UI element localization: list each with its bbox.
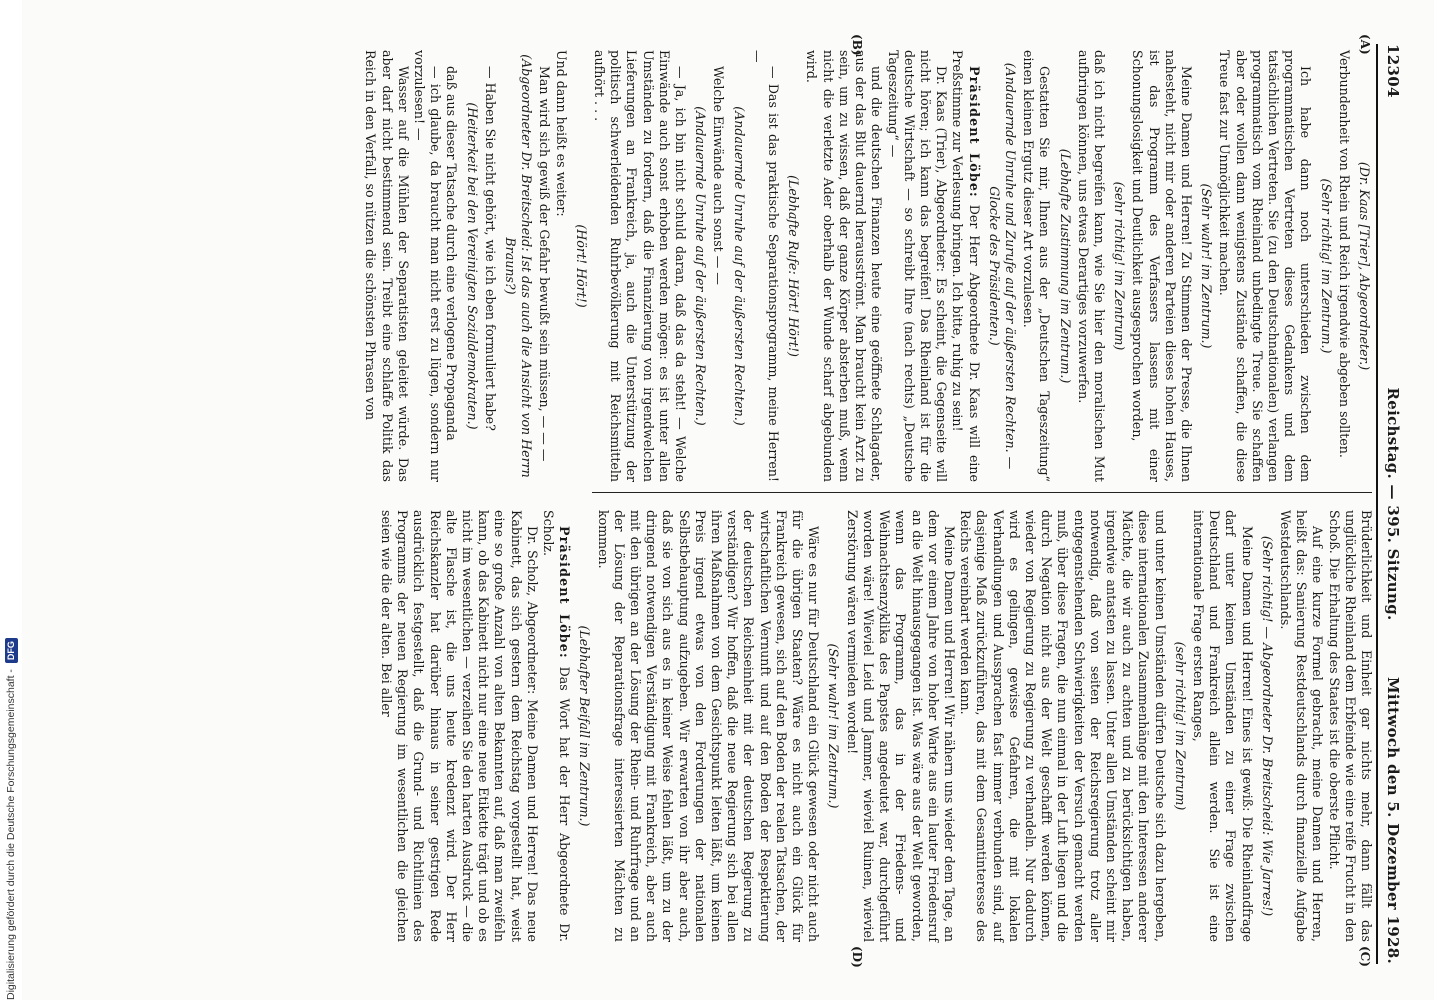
margin-mark-d: (D) — [850, 946, 864, 968]
paragraph: Dr. Scholz, Abgeordneter: Meine Damen und Herren! Das neue Kabinett, das sich gestern dem Reichstag vorgestellt hat, weist eine so große Anzahl von alten Bekannten auf, daß man zweifeln kann, ob das Kabinett nicht nur eine neue Etikette trägt und ob es nicht im wesentlichen — verzeihen Sie den harten Ausdruck — die alte Flasche ist, die uns heute kredenzt wird. Der Herr Reichskanzler hat darüber hinaus in seiner gestrigen Rede ausdrücklich festgestellt, daß die Grund- und Richtlinien des Programms der neuen Regierung im wesentlichen die gleichen seien wie die der alten. Bei aller — [379, 510, 540, 942]
paragraph: — ich glaube, da braucht man nicht erst zu lügen, sondern nur vorzulesen! — — [412, 50, 444, 482]
column-divider — [592, 492, 1372, 494]
paragraph: — Ja, ich bin nicht schuld daran, daß das da steht! — Welche Einwände auch sonst erhoben werden mögen: es ist unter allen Umständen zu fordern, daß die Finanzierung von irgendwelchen Lieferungen an Frankreich, ja, auch die Unterstützung der politisch schwerleidenden Ruhrbevölkerung mit Reichsmitteln aufhört . . . — [592, 50, 689, 482]
stage-direction: (Sehr wahr! im Zentrum.) — [1199, 183, 1215, 349]
paragraph: Meine Damen und Herren! Wir nähern uns wieder dem Tage, an dem vor einem Jahre von hoher Warte aus ein lauter Friedensruf an die Welt hinausgegangen ist. Was wäre aus der Welt geworden, wenn das Programm, das in der Friedens- und Weihnachtsenzyklika des Papstes angedeutet war, durchgeführt worden wäre! Wieviel Leid und Jammer, wieviel Ruinen, wieviel Zerstörung wären vermieden worden! — [844, 510, 957, 942]
stage-direction: (Andauernde Unruhe auf der äußersten Rechten.) — [731, 106, 747, 426]
stage-direction: (sehr richtig! im Zentrum) — [1172, 641, 1188, 811]
stage-direction: (sehr richtig! im Zentrum) — [1112, 181, 1128, 351]
scanned-page — [22, 0, 1434, 1000]
paragraph: — Haben Sie nicht gehört, wie ich eben formuliert habe? — [482, 66, 498, 431]
paragraph: Dr. Kaas (Trier), Abgeordneter: Es scheint, die Gegenseite will nicht hören; ich kann das begreifen! Das Rheinland ist für die deutsche Wirtschaft — so schreibt Ihre (nach rechts) „Deutsche Tageszeitung“ — — [885, 50, 950, 482]
paragraph: Auf eine kurze Formel gebracht, meine Damen und Herren, heißt das: Sanierung Restdeutschlands durch finanzielle Aufgabe Westdeutschlands. — [1277, 510, 1326, 942]
stage-direction: (Lebhafte Rufe: Hört! Hört!) — [786, 175, 802, 357]
paragraph: und unter keinen Umständen dürfen Deutsche sich dazu hergeben, diese internationalen Zusammenhänge mit den Interessen anderer Mächte, die wir auch zu achten und zu berücksichtigen haben, irgendwie antasten zu lassen. Unter allen Umständen scheint mir notwendig, daß von seiten der Reichsregierung trotz aller entgegenstehenden Schwierigkeiten der Versuch gemacht werden muß, über diese Fragen, die nun einmal in der Luft liegen und die durch Negation nicht aus der Welt geschafft werden können, wieder von Regierung zu Regierung zu verhandeln. Nur dadurch wird es gelingen, gewisse Gefahren, die mit lokalen Verhandlungen und Aussprachen fast immer verbunden sind, auf dasjenige Maß zurückzuführen, das mit dem Gesamtinteresse des Reichs vereinbart werden kann. — [958, 510, 1168, 942]
stage-direction: (Hört! Hört!) — [573, 224, 589, 308]
paragraph: Ich habe dann noch unterschieden zwischen dem programmatischen Vertreten dieses Gedankens und dem tatsächlichen Vertreten. Sie (zu den Deutschnationalen) verlangen programmatisch vom Rheinland unbedingte Treue. Sie schaffen aber oder wollen dann wenigstens Zustände schaffen, die diese Treue fast zur Unmöglichkeit machen. — [1217, 50, 1314, 482]
stage-direction: (Andauernde Unruhe auf der äußersten Rechten.) — [693, 106, 709, 426]
page-header — [1376, 44, 1406, 964]
left-column — [362, 50, 1374, 482]
page-number: 12304 — [1384, 44, 1402, 98]
paragraph: Und dann heißt es weiter: — [553, 50, 569, 217]
president-remark — [540, 510, 572, 942]
paragraph: — Das ist das praktische Separationsprogramm, meine Herren! — — [749, 50, 782, 482]
speaker-name: Präsident Löbe: — [557, 526, 573, 659]
stage-direction: (Lebhafter Beifall im Zentrum.) — [577, 625, 593, 827]
digitization-note: Digitalisierung gefördert durch die Deutsche Forschungsgemeinschaft - — [5, 669, 17, 1000]
session-title: Reichstag. — 395. Sitzung. — [1384, 387, 1402, 621]
paragraph: und die deutschen Finanzen heute eine geöffnete Schlagader, aus der das Blut dauernd herausströmt. Man braucht kein Arzt zu sein, um zu wissen, daß der ganze Körper absterben muß, wenn nicht die verletzte Ader oberhalb der Wunde scharf abgebunden wird. — [804, 50, 885, 482]
paragraph: Meine Damen und Herren! Zu Stimmen der Presse, die Ihnen nahesteht, nicht mir oder anderen Parteien dieses hohen Hauses, ist das Programm des Verfassers lassens mit einer Schonungslosigkeit und Deutlichkeit ausgesprochen worden, — [1130, 50, 1194, 482]
president-remark — [949, 50, 981, 482]
remark-text: Der Herr Abgeordnete Dr. Kaas will eine Preßstimme zur Verlesung bringen. Ich bitte, ruhig zu sein! — [950, 50, 982, 482]
stage-direction: (Sehr richtig! — Abgeordneter Dr. Breitscheid: Wie Jarres!) — [1259, 535, 1275, 917]
stage-direction: (Abgeordneter Dr. Breitscheid: Ist das auch die Ansicht von Herrn Brauns?) — [503, 54, 535, 478]
remark-text: Das Wort hat der Herr Abgeordnete Dr. Scholz. — [541, 510, 573, 942]
footer-strip — [0, 0, 22, 1000]
paragraph: Man wird sich gewiß der Gefahr bewußt sein müssen, — — — — [537, 66, 553, 462]
paragraph: daß ich nicht begreifen kann, wie Sie hier den moralischen Mut aufbringen können, uns etwas Derartiges vorzuwerfen. — [1075, 50, 1107, 482]
session-date: Mittwoch den 5. Dezember 1928. — [1384, 677, 1402, 964]
right-column — [378, 510, 1374, 942]
paragraph: Wasser auf die Mühlen der Separatisten geleitet würde. Das aber darf nicht bestimmend sein. Treibt eine schlaffe Politik das Reich in den Verfall, so nützen die schönsten Phrasen von — [363, 50, 411, 482]
speaker-reference: (Dr. Kaas [Trier], Abgeordneter.) — [1357, 161, 1372, 371]
speaker-name: Präsident Löbe: — [966, 66, 982, 198]
dfg-logo-icon: DFG — [5, 638, 18, 663]
stage-direction: (Lebhafte Zustimmung im Zentrum.) — [1057, 148, 1073, 384]
paragraph: Gestatten Sie mir, Ihnen aus der „Deutschen Tageszeitung“ einen kleinen Ergutz dieser Art vorzulesen. — [1021, 50, 1053, 482]
margin-mark-c: (C) — [1358, 946, 1372, 967]
stage-direction: (Heiterkeit bei den Vereinigten Sozialdemokraten.) — [464, 102, 480, 430]
paragraph: Welche Einwände auch sonst — — — [711, 66, 727, 285]
stage-direction: (Sehr richtig! im Zentrum.) — [1318, 178, 1334, 354]
paragraph: Wäre es nur für Deutschland ein Glück gewesen oder nicht auch für die übrigen Staaten? Wäre es nicht auch ein Glück für Frankreich gewesen, sich auf den Boden der realen Tatsachen, der wirtschaftlichen Vernunft und auf den Boden der Respektierung der deutschen Reichseinheit mit der deutschen Regierung zu verständigen? Wir hoffen, daß die neue Regierung sich bei allen ihren Maßnahmen von dem Gesichtspunkt leiten läßt, um keinen Preis irgend etwas von den Forderungen der nationalen Selbstbehauptung aufzugeben. Wir erwarten von ihr aber auch, daß sie von sich aus es in keiner Weise fehlen läßt, um zu der dringend notwendigen Verständigung mit Frankreich, aber auch mit den übrigen an der Lösung der Rhein- und Ruhrfrage und an der Lösung der Reparationsfrage interessierten Mächten zu kommen. — [595, 510, 822, 942]
margin-mark-a: (A) — [1358, 34, 1372, 55]
paragraph: Brüderlichkeit und Einheit gar nichts mehr, dann fällt das unglückliche Rheinland dem Erbfeinde wie eine reife Frucht in den Schoß. Die Erhaltung des Staates ist die oberste Pflicht. — [1326, 510, 1374, 942]
stage-direction: (Andauernde Unruhe und Zurufe auf der äußersten Rechten. — Glocke des Präsidenten.) — [986, 62, 1018, 470]
paragraph: daß aus dieser Tatsache durch eine verlogene Propaganda — [444, 66, 460, 441]
paragraph: Verbundenheit von Rhein und Reich irgendwie abgeben sollten. — [1336, 50, 1352, 458]
paragraph: Meine Damen und Herren! Eines ist gewiß: Die Rheinlandfrage darf unter keinen Umständen zu einer Frage zwischen Deutschland und Frankreich allein werden. Sie ist eine internationale Frage ersten Ranges, — [1190, 510, 1255, 942]
stage-direction: (Sehr wahr! im Zentrum.) — [826, 643, 842, 809]
margin-mark-b: (B) — [850, 34, 864, 56]
